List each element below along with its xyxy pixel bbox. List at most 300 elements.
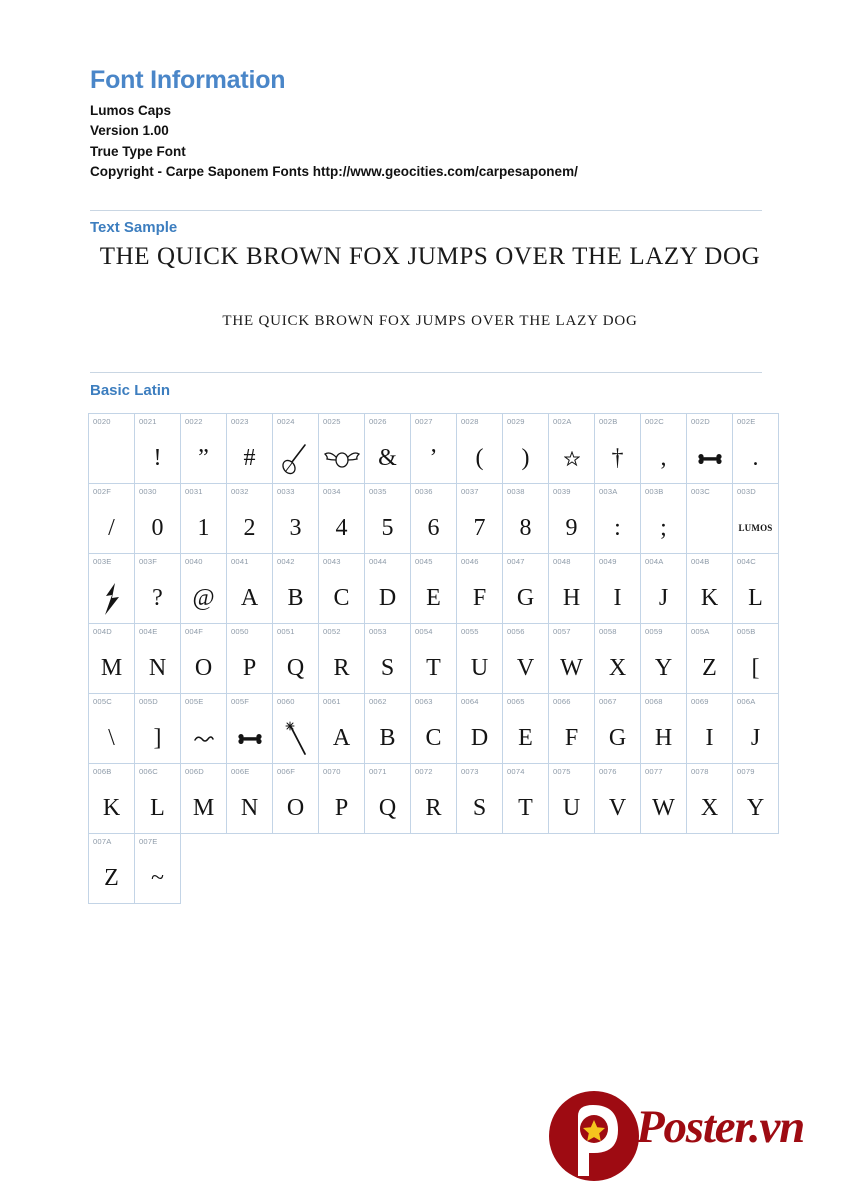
glyph-preview: G <box>608 725 627 751</box>
glyph-preview: Q <box>286 655 305 681</box>
glyph-preview: I <box>705 725 714 751</box>
glyph-cell-empty <box>687 834 733 904</box>
glyph-preview: Y <box>654 655 673 681</box>
glyph-preview: ] <box>153 725 162 751</box>
glyph-cell[interactable] <box>135 694 181 764</box>
glyph-codepoint-label: 0036 <box>415 487 433 496</box>
glyph-preview: 4 <box>335 515 348 541</box>
glyph-codepoint-label: 0030 <box>139 487 157 496</box>
glyph-preview: V <box>516 655 535 681</box>
glyph-cell[interactable] <box>273 484 319 554</box>
glyph-codepoint-label: 0067 <box>599 697 617 706</box>
bone-dash-icon <box>687 436 732 480</box>
glyph-preview: F <box>472 585 487 611</box>
glyph-codepoint-label: 0048 <box>553 557 571 566</box>
glyph-codepoint-label: 0075 <box>553 767 571 776</box>
broom-icon <box>273 436 318 480</box>
glyph-codepoint-label: 005F <box>231 697 250 706</box>
glyph-preview: T <box>426 655 441 681</box>
glyph-codepoint-label: 002E <box>737 417 756 426</box>
glyph-cell[interactable] <box>89 554 135 624</box>
glyph-codepoint-label: 0024 <box>277 417 295 426</box>
glyph-codepoint-label: 004B <box>691 557 710 566</box>
glyph-codepoint-label: 005D <box>139 697 158 706</box>
glyph-preview: : <box>614 515 621 541</box>
glyph-preview: F <box>564 725 579 751</box>
glyph-preview: L <box>150 795 165 821</box>
glyph-preview: / <box>108 515 115 541</box>
glyph-preview: C <box>333 585 350 611</box>
glyph-preview: . <box>752 445 759 471</box>
glyph-cell[interactable] <box>549 554 595 624</box>
glyph-codepoint-label: 006B <box>93 767 112 776</box>
divider-text-sample <box>90 210 762 211</box>
glyph-cell-empty <box>365 834 411 904</box>
glyph-cell-empty <box>319 834 365 904</box>
glyph-cell[interactable] <box>135 414 181 484</box>
glyph-preview: M <box>192 795 215 821</box>
glyph-cell[interactable] <box>503 624 549 694</box>
text-sample-large: THE QUICK BROWN FOX JUMPS OVER THE LAZY DOG <box>99 243 761 270</box>
glyph-codepoint-label: 006A <box>737 697 756 706</box>
bone-underscore-icon <box>227 716 272 760</box>
glyph-preview: N <box>148 655 167 681</box>
glyph-cell[interactable] <box>365 484 411 554</box>
glyph-cell[interactable] <box>733 414 779 484</box>
glyph-preview: T <box>518 795 533 821</box>
glyph-row <box>89 554 779 624</box>
glyph-cell[interactable] <box>227 694 273 764</box>
glyph-cell[interactable] <box>181 764 227 834</box>
glyph-cell[interactable] <box>457 484 503 554</box>
glyph-cell[interactable] <box>687 694 733 764</box>
glyph-row <box>89 764 779 834</box>
glyph-cell[interactable] <box>365 694 411 764</box>
glyph-preview: Z <box>702 655 717 681</box>
glyph-codepoint-label: 0038 <box>507 487 525 496</box>
glyph-preview: X <box>700 795 719 821</box>
glyph-codepoint-label: 0033 <box>277 487 295 496</box>
glyph-preview: 2 <box>243 515 256 541</box>
glyph-preview: E <box>518 725 533 751</box>
glyph-codepoint-label: 0063 <box>415 697 433 706</box>
glyph-cell[interactable] <box>595 764 641 834</box>
glyph-cell-empty <box>549 834 595 904</box>
glyph-codepoint-label: 0049 <box>599 557 617 566</box>
glyph-preview: ; <box>660 515 667 541</box>
glyph-preview: † <box>611 445 624 471</box>
glyph-preview: N <box>240 795 259 821</box>
glyph-codepoint-label: 0021 <box>139 417 157 426</box>
glyph-preview: ) <box>521 445 530 471</box>
glyph-codepoint-label: 0072 <box>415 767 433 776</box>
glyph-cell[interactable] <box>273 764 319 834</box>
glyph-codepoint-label: 0039 <box>553 487 571 496</box>
glyph-cell[interactable] <box>641 624 687 694</box>
glyph-codepoint-label: 0055 <box>461 627 479 636</box>
glyph-cell[interactable] <box>733 624 779 694</box>
glyph-cell-empty <box>411 834 457 904</box>
glyph-preview: [ <box>751 655 760 681</box>
glyph-cell[interactable] <box>733 484 779 554</box>
glyph-codepoint-label: 0071 <box>369 767 387 776</box>
glyph-cell[interactable] <box>227 484 273 554</box>
glyph-cell-empty <box>503 834 549 904</box>
glyph-preview: S <box>472 795 487 821</box>
glyph-codepoint-label: 0042 <box>277 557 295 566</box>
glyph-cell[interactable] <box>641 414 687 484</box>
glyph-cell[interactable] <box>181 554 227 624</box>
glyph-preview: O <box>194 655 213 681</box>
glyph-row <box>89 484 779 554</box>
glyph-cell[interactable] <box>457 624 503 694</box>
divider-basic-latin <box>90 372 762 373</box>
glyph-preview: 0 <box>151 515 164 541</box>
glyph-preview: ” <box>198 445 209 471</box>
glyph-codepoint-label: 0046 <box>461 557 479 566</box>
glyph-preview: ? <box>152 585 163 611</box>
glyph-row <box>89 694 779 764</box>
glyph-cell[interactable] <box>411 694 457 764</box>
glyph-codepoint-label: 0043 <box>323 557 341 566</box>
glyph-codepoint-label: 0050 <box>231 627 249 636</box>
glyph-cell[interactable] <box>319 414 365 484</box>
glyph-cell[interactable] <box>181 414 227 484</box>
glyph-codepoint-label: 0065 <box>507 697 525 706</box>
glyph-cell[interactable] <box>503 484 549 554</box>
glyph-codepoint-label: 0022 <box>185 417 203 426</box>
glyph-cell[interactable] <box>641 694 687 764</box>
glyph-codepoint-label: 0079 <box>737 767 755 776</box>
glyph-cell[interactable] <box>595 414 641 484</box>
glyph-cell[interactable] <box>135 834 181 904</box>
glyph-preview: , <box>660 445 667 471</box>
glyph-codepoint-label: 0068 <box>645 697 663 706</box>
glyph-codepoint-label: 005C <box>93 697 112 706</box>
glyph-codepoint-label: 006D <box>185 767 204 776</box>
glyph-codepoint-label: 0059 <box>645 627 663 636</box>
lightning-bolt-icon <box>89 576 134 620</box>
glyph-cell[interactable] <box>411 624 457 694</box>
glyph-codepoint-label: 003B <box>645 487 664 496</box>
font-type-line: True Type Font <box>90 143 186 159</box>
glyph-codepoint-label: 0077 <box>645 767 663 776</box>
glyph-codepoint-label: 0073 <box>461 767 479 776</box>
glyph-codepoint-label: 0058 <box>599 627 617 636</box>
glyph-codepoint-label: 0057 <box>553 627 571 636</box>
glyph-preview: H <box>654 725 673 751</box>
glyph-cell[interactable] <box>319 624 365 694</box>
glyph-cell[interactable] <box>135 484 181 554</box>
glyph-codepoint-label: 0040 <box>185 557 203 566</box>
glyph-cell[interactable] <box>181 484 227 554</box>
glyph-preview: ’ <box>429 445 438 471</box>
glyph-codepoint-label: 002D <box>691 417 710 426</box>
winged-snitch-icon <box>319 436 364 480</box>
glyph-cell[interactable] <box>549 414 595 484</box>
glyph-codepoint-label: 0034 <box>323 487 341 496</box>
glyph-codepoint-label: 005B <box>737 627 756 636</box>
glyph-preview: 3 <box>289 515 302 541</box>
glyph-preview: A <box>240 585 259 611</box>
glyph-cell[interactable] <box>89 484 135 554</box>
glyph-cell-empty <box>641 834 687 904</box>
glyph-codepoint-label: 007A <box>93 837 112 846</box>
glyph-cell[interactable] <box>687 414 733 484</box>
glyph-codepoint-label: 004E <box>139 627 158 636</box>
glyph-codepoint-label: 003D <box>737 487 756 496</box>
glyph-codepoint-label: 006F <box>277 767 296 776</box>
glyph-preview: X <box>608 655 627 681</box>
glyph-cell-empty <box>181 834 227 904</box>
glyph-cell[interactable] <box>411 484 457 554</box>
glyph-preview: U <box>562 795 581 821</box>
glyph-cell-empty <box>595 834 641 904</box>
glyph-cell[interactable] <box>549 484 595 554</box>
glyph-cell[interactable] <box>365 414 411 484</box>
glyph-cell[interactable] <box>135 554 181 624</box>
glyph-codepoint-label: 0060 <box>277 697 295 706</box>
glyph-codepoint-label: 0028 <box>461 417 479 426</box>
glyph-preview: D <box>470 725 489 751</box>
glyph-preview: P <box>242 655 257 681</box>
glyph-cell-empty <box>227 834 273 904</box>
glyph-cell[interactable] <box>135 764 181 834</box>
swirl-caret-icon <box>181 716 226 760</box>
glyph-codepoint-label: 0078 <box>691 767 709 776</box>
glyph-codepoint-label: 0053 <box>369 627 387 636</box>
glyph-cell[interactable] <box>457 554 503 624</box>
glyph-codepoint-label: 0051 <box>277 627 295 636</box>
poster-vn-wordmark: Poster.vn <box>636 1101 805 1153</box>
glyph-codepoint-label: 003A <box>599 487 618 496</box>
glyph-codepoint-label: 0044 <box>369 557 387 566</box>
glyph-codepoint-label: 0066 <box>553 697 571 706</box>
glyph-preview-blank <box>89 436 134 480</box>
glyph-cell[interactable] <box>549 694 595 764</box>
glyph-cell[interactable] <box>227 624 273 694</box>
glyph-cell[interactable] <box>457 414 503 484</box>
glyph-cell[interactable] <box>641 484 687 554</box>
glyph-preview: G <box>516 585 535 611</box>
glyph-codepoint-label: 0074 <box>507 767 525 776</box>
glyph-preview: V <box>608 795 627 821</box>
glyph-cell[interactable] <box>595 554 641 624</box>
glyph-codepoint-label: 0069 <box>691 697 709 706</box>
glyph-row <box>89 624 779 694</box>
glyph-codepoint-label: 006E <box>231 767 250 776</box>
glyph-preview: ~ <box>151 865 164 891</box>
glyph-codepoint-label: 004A <box>645 557 664 566</box>
glyph-cell[interactable] <box>319 554 365 624</box>
glyph-cell[interactable] <box>89 694 135 764</box>
glyph-cell[interactable] <box>89 624 135 694</box>
glyph-cell[interactable] <box>89 764 135 834</box>
glyph-cell[interactable] <box>595 624 641 694</box>
glyph-preview: B <box>379 725 396 751</box>
glyph-codepoint-label: 0047 <box>507 557 525 566</box>
glyph-cell[interactable] <box>733 694 779 764</box>
glyph-cell[interactable] <box>411 414 457 484</box>
glyph-codepoint-label: 005A <box>691 627 710 636</box>
glyph-codepoint-label: 0029 <box>507 417 525 426</box>
glyph-preview: Z <box>104 865 119 891</box>
glyph-preview: ! <box>153 445 162 471</box>
glyph-codepoint-label: 0020 <box>93 417 111 426</box>
glyph-cell[interactable] <box>733 764 779 834</box>
glyph-preview: K <box>102 795 121 821</box>
glyph-preview: W <box>652 795 675 821</box>
glyph-preview: Y <box>746 795 765 821</box>
glyph-codepoint-label: 003F <box>139 557 158 566</box>
glyph-preview: J <box>750 725 761 751</box>
glyph-codepoint-label: 004C <box>737 557 756 566</box>
glyph-cell[interactable] <box>227 414 273 484</box>
poster-p-mark-icon <box>548 1090 640 1182</box>
glyph-codepoint-label: 005E <box>185 697 204 706</box>
glyph-codepoint-label: 0035 <box>369 487 387 496</box>
glyph-codepoint-label: 0070 <box>323 767 341 776</box>
glyph-preview: Q <box>378 795 397 821</box>
glyph-preview: 5 <box>381 515 394 541</box>
poster-vn-logo <box>548 1088 808 1184</box>
glyph-cell[interactable] <box>503 694 549 764</box>
glyph-cell[interactable] <box>687 624 733 694</box>
glyph-codepoint-label: 0023 <box>231 417 249 426</box>
copyright-line: Copyright - Carpe Saponem Fonts http://www.geocities.com/carpesaponem/ <box>90 164 578 180</box>
glyph-table <box>88 413 779 904</box>
glyph-preview: LUMOS <box>738 523 773 533</box>
glyph-codepoint-label: 002A <box>553 417 572 426</box>
glyph-preview: K <box>700 585 719 611</box>
glyph-cell[interactable] <box>687 554 733 624</box>
glyph-cell[interactable] <box>227 764 273 834</box>
glyph-codepoint-label: 0064 <box>461 697 479 706</box>
glyph-cell[interactable] <box>733 554 779 624</box>
section-heading-text-sample: Text Sample <box>90 219 178 236</box>
glyph-cell[interactable] <box>365 764 411 834</box>
glyph-cell[interactable] <box>411 554 457 624</box>
glyph-row <box>89 414 779 484</box>
glyph-codepoint-label: 0027 <box>415 417 433 426</box>
glyph-cell[interactable] <box>503 764 549 834</box>
glyph-preview: 9 <box>565 515 578 541</box>
glyph-cell[interactable] <box>549 624 595 694</box>
glyph-cell[interactable] <box>687 484 733 554</box>
glyph-preview: P <box>334 795 349 821</box>
glyph-cell[interactable] <box>503 554 549 624</box>
glyph-codepoint-label: 0061 <box>323 697 341 706</box>
glyph-cell[interactable] <box>273 624 319 694</box>
glyph-codepoint-label: 003E <box>93 557 112 566</box>
glyph-preview: L <box>748 585 763 611</box>
glyph-preview: U <box>470 655 489 681</box>
glyph-cell-empty <box>733 834 779 904</box>
glyph-preview: ( <box>475 445 484 471</box>
glyph-codepoint-label: 0026 <box>369 417 387 426</box>
glyph-cell[interactable] <box>549 764 595 834</box>
glyph-cell[interactable] <box>273 694 319 764</box>
glyph-cell-empty <box>273 834 319 904</box>
glyph-codepoint-label: 007E <box>139 837 158 846</box>
glyph-preview: S <box>380 655 395 681</box>
glyph-codepoint-label: 0032 <box>231 487 249 496</box>
glyph-preview: 1 <box>197 515 210 541</box>
glyph-preview: H <box>562 585 581 611</box>
glyph-preview: 8 <box>519 515 532 541</box>
glyph-preview: A <box>332 725 351 751</box>
glyph-codepoint-label: 002F <box>93 487 112 496</box>
glyph-codepoint-label: 0037 <box>461 487 479 496</box>
glyph-preview: W <box>560 655 583 681</box>
glyph-cell[interactable] <box>411 764 457 834</box>
glyph-cell[interactable] <box>227 554 273 624</box>
glyph-cell[interactable] <box>365 554 411 624</box>
section-heading-basic-latin: Basic Latin <box>90 382 171 399</box>
glyph-preview: D <box>378 585 397 611</box>
glyph-cell[interactable] <box>89 834 135 904</box>
glyph-row <box>89 834 779 904</box>
glyph-preview: E <box>426 585 441 611</box>
glyph-preview: \ <box>108 725 115 751</box>
glyph-preview: # <box>243 445 256 471</box>
header-block <box>90 66 770 183</box>
font-name-line: Lumos Caps <box>90 102 172 118</box>
glyph-preview: R <box>425 795 442 821</box>
glyph-codepoint-label: 0062 <box>369 697 387 706</box>
page-title: Font Information <box>90 66 286 94</box>
glyph-cell-empty <box>457 834 503 904</box>
glyph-cell[interactable] <box>273 554 319 624</box>
glyph-codepoint-label: 004F <box>185 627 204 636</box>
glyph-cell[interactable] <box>457 764 503 834</box>
glyph-cell[interactable] <box>181 694 227 764</box>
glyph-cell[interactable] <box>595 694 641 764</box>
glyph-codepoint-label: 002C <box>645 417 664 426</box>
glyph-cell[interactable] <box>273 414 319 484</box>
glyph-cell[interactable] <box>319 764 365 834</box>
glyph-cell[interactable] <box>181 624 227 694</box>
glyph-cell[interactable] <box>365 624 411 694</box>
glyph-cell[interactable] <box>641 764 687 834</box>
glyph-codepoint-label: 0054 <box>415 627 433 636</box>
glyph-codepoint-label: 0076 <box>599 767 617 776</box>
star-asterisk-icon <box>549 436 594 480</box>
glyph-preview: & <box>378 445 397 471</box>
glyph-preview: O <box>286 795 305 821</box>
glyph-cell[interactable] <box>641 554 687 624</box>
glyph-cell[interactable] <box>457 694 503 764</box>
glyph-codepoint-label: 0045 <box>415 557 433 566</box>
glyph-preview: R <box>333 655 350 681</box>
magic-wand-icon <box>273 716 318 760</box>
glyph-preview: 6 <box>427 515 440 541</box>
glyph-cell[interactable] <box>687 764 733 834</box>
font-version-line: Version 1.00 <box>90 123 169 139</box>
glyph-cell[interactable] <box>503 414 549 484</box>
glyph-codepoint-label: 002B <box>599 417 618 426</box>
glyph-preview: 7 <box>473 515 486 541</box>
glyph-cell[interactable] <box>595 484 641 554</box>
glyph-cell[interactable] <box>319 484 365 554</box>
glyph-preview: @ <box>192 585 215 611</box>
glyph-cell[interactable] <box>89 414 135 484</box>
glyph-preview: M <box>100 655 123 681</box>
glyph-codepoint-label: 004D <box>93 627 112 636</box>
glyph-cell[interactable] <box>135 624 181 694</box>
glyph-preview-blank <box>687 506 732 550</box>
glyph-cell[interactable] <box>319 694 365 764</box>
